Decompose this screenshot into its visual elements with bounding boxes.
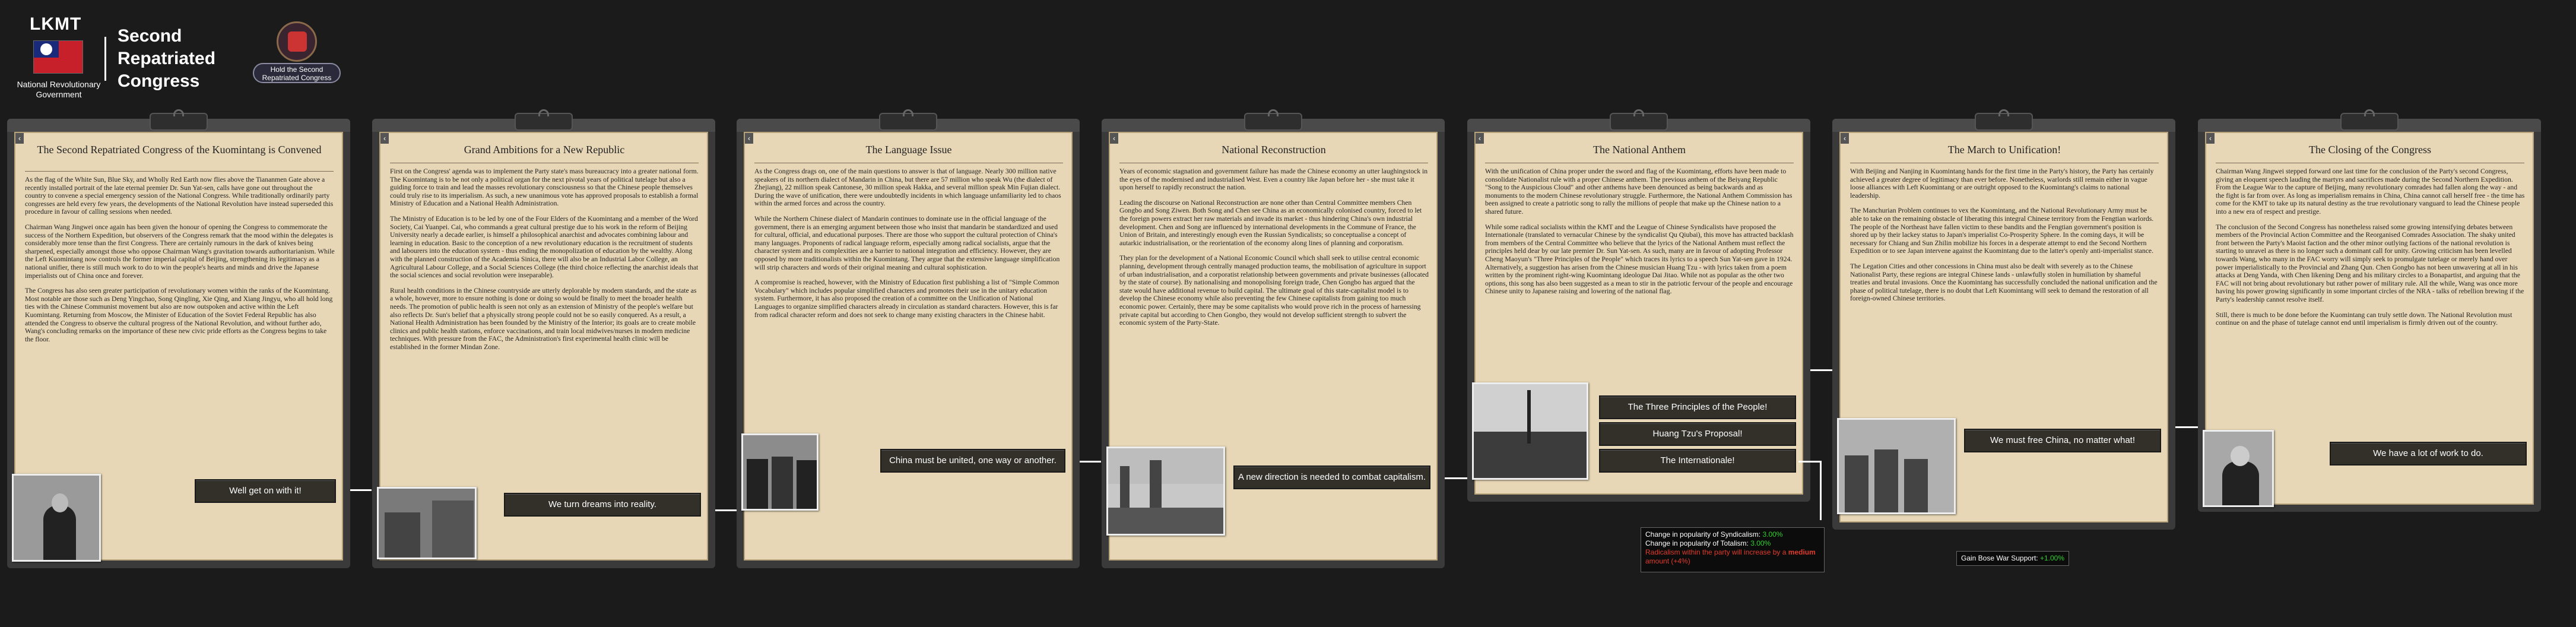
event-paragraph: As the flag of the White Sun, Blue Sky, and Wholly Red Earth now flies above the Tiananmen Gate above a recently installed portrait of the late eternal premier Dr. Sun Yat-sen, calls have gone out throughout the country to convene a special emergency session of the National Congress. While traditionally ordinarily party congresses are held every few years, the developments of the National Revolution have instead superseded this procedure in favour of calling sessions when needed.: [25, 176, 334, 216]
event-paper: [14, 132, 343, 560]
event-paragraph: They plan for the development of a National Economic Council which shall seek to utilise central economic planning, development through centrally managed production teams, the mobilisation of agriculture in support of urban industrialisation, and a corporatist relationship between governments and private businesses (allocated by the state of course). By nationalising and monopolising foreign trade, Chen Gongbo has argued that the state would have additional revenue to build capital. The ultimate goal of this state-capitalist model is to develop the Chinese economy while also preventing the few Chinese capitalists from gaining too much economic power. Certainly, there may be some capitalists who would prove rich in the process of harnessing private capital but according to Chen Gongbo, they would not develop sufficient strength to subvert the economic system of the Party-State.: [1119, 254, 1429, 327]
event-connector: [715, 509, 737, 511]
focus-badge-label: Hold the Second Repatriated Congress: [253, 63, 341, 83]
event-option-button[interactable]: A new direction is needed to combat capitalism.: [1233, 466, 1430, 489]
clipboard-clip: [150, 113, 208, 131]
event-body: [1485, 167, 1795, 303]
war-support-tooltip: Gain Bose War Support: +1.00%: [1956, 551, 2069, 566]
event-paper: [1839, 132, 2168, 522]
focus-badge[interactable]: [249, 21, 344, 91]
event-body: [25, 176, 335, 350]
header-divider: [104, 37, 106, 81]
event-option-button[interactable]: The Internationale!: [1599, 449, 1796, 473]
tooltip-line: Change in popularity of Syndicalism: 3.00%: [1645, 530, 1783, 539]
event-connector: [1445, 477, 1467, 479]
event-option-button[interactable]: We turn dreams into reality.: [504, 493, 701, 517]
event-title: The March to Unification!: [1947, 144, 2061, 156]
event-card-reconstruction: [1102, 119, 1445, 568]
event-body: [1119, 167, 1429, 334]
roc-flag-icon[interactable]: [33, 40, 83, 74]
event-paragraph: Years of economic stagnation and government failure has made the Chinese economy an utter laughingstock in the eyes of the modernised and industrialised West. Even a country like Japan before her - she must take it upon herself to rapidly reconstruct the nation.: [1119, 167, 1428, 192]
event-photo: [1837, 418, 1956, 514]
event-title: National Reconstruction: [1222, 144, 1326, 156]
tooltip-connector: [1798, 461, 1821, 463]
event-paragraph: With Beijing and Nanjing in Kuomintang hands for the first time in the Party's history, the Party has certainly achieved a greater degree of legitimacy than ever before. Nonetheless, warlords still remain either in vague loose alliances with Left Kuomintang or are outright opposed to the Kuomintang's claims to national leadership.: [1850, 167, 2154, 200]
event-body: [754, 167, 1064, 326]
event-paragraph: The conclusion of the Second Congress has nonetheless raised some growing intensifying debates between members of the Provincial Action Committee and the Reorganised Comrades Association. The shaky united front between the Party's Maoist faction and the other minor outlying factions of the national revolution is starting to unravel as there is no longer such a dominant call for unity. Growing criticism has been levelled towards Wang, who many in the FAC worry will simply seek to promulgate tutelage or merely hand over power imperialistically to the Provincial and Zhang Qun. Chen Gongbo has not been unwavering at all in his attacks at Deng Yanda, with Chen likening Deng and his military circles to a Bonapartist, and arguing that the FAC will not bring about revolutionary but rather power of military rule. All the while, Wang was once more having his power growing significantly in some important circles of the NRA - talks of rebellion brewing if the Party's leadership cannot resolve itself.: [2216, 223, 2524, 303]
event-paper: [744, 132, 1073, 560]
event-paragraph: The Ministry of Education is to be led by one of the Four Elders of the Kuomintang and a member of the Word Society, Cai Yuanpei. Cai, who commands a great cultural prestige due to his work in the reform of Beijing University nearly a decade earlier, is himself a philosophical anarchist and advocates combining labour and learning in education. Basic to the conception of a new revolutionary education is the recruitment of students and labourers into the education system - thus ending the monopolization of education by the wealthy. Along with the planned construction of the Academia Sinica, there will also be an Industrial Labor College, an Agricultural Labour College, and a Social Sciences College (the third choice reflecting the anarchist ideals that the social sciences and social revolution were inseparable).: [390, 214, 699, 280]
tooltip-line: Change in popularity of Totalism: 3.00%: [1645, 539, 1771, 547]
event-paragraph: The Legation Cities and other concessions in China must also be dealt with severely as to the Chinese Nationalist Party, these regions are integral Chinese lands - unlawfully stolen in humiliation by shameful treaties and brutal invasions. Once the Kuomintang has successfully concluded the national unification and the phase of political tutelage, there is no doubt that Left Kuomintang will seek to demand the restoration of all foreign-owned Chinese territories.: [1850, 262, 2158, 303]
clipboard-clip: [515, 113, 573, 131]
country-tag: LKMT: [30, 14, 82, 34]
event-option-button[interactable]: China must be united, one way or another.: [880, 449, 1065, 473]
event-paper: [379, 132, 708, 560]
clipboard-clip: [2340, 113, 2399, 131]
event-card-ambitions: [372, 119, 715, 568]
event-connector: [2175, 426, 2198, 428]
event-photo: [741, 433, 819, 511]
government-label: National Revolutionary Government: [17, 80, 101, 99]
event-card-unification: [1832, 119, 2175, 530]
back-arrow-icon[interactable]: ‹: [1476, 133, 1484, 144]
event-paper: [1109, 132, 1438, 560]
clipboard-clip: [1975, 113, 2033, 131]
event-photo: [377, 487, 477, 559]
back-arrow-icon[interactable]: ‹: [1841, 133, 1849, 144]
event-paragraph: The Manchurian Problem continues to vex the Kuomintang, and the National Revolutionary Army must be able to take on the remaining obstacle of liberating this integral Chinese territory from the Fengtian warlords. The people of the Northeast have fallen victim to these bandits and the Fengtian government's position is shored up by their lackey status to Japan's imperialist Co-Prosperity Sphere. In the coming days, it will be necessary for Chiang and Sun Zhilin mobilize his forces in a desperate attempt to end the Second Northern Expedition or to see Japan intervene against the Kuomintang due to the latter's openly anti-imperialist stance.: [1850, 207, 2154, 255]
event-paragraph: The Congress has also seen greater participation of revolutionary women within the ranks of the Kuomintang. Most notable are those such as Deng Yingchao, Song Qingling, Xie Qing, and Xiang Jingyu, who all hold long ties with the Chinese Communist movement but also are now outspoken and active within the Left Kuomintang. Returning from Moscow, the Minister of Education of the Soviet Federal Republic has also attended the Congress to observe the cultural progress of the National Revolution, and without further ado, Wang's concluding remarks on the importance of these new civic pride efforts as the Congress begins to take the floor.: [25, 287, 333, 343]
back-arrow-icon[interactable]: ‹: [15, 133, 24, 144]
event-connector: [350, 489, 372, 491]
clipboard-clip: [879, 113, 937, 131]
event-photo: [1472, 382, 1588, 480]
congress-emblem-icon: [277, 21, 317, 62]
tooltip-warning: Radicalism within the party will increase by a medium amount (+4%): [1645, 548, 1816, 565]
event-option-button[interactable]: We must free China, no matter what!: [1964, 429, 2161, 452]
effect-tooltip: [1641, 527, 1825, 572]
event-card-convened: [7, 119, 350, 568]
event-option-button[interactable]: Huang Tzu's Proposal!: [1599, 422, 1796, 446]
event-body: [2216, 167, 2526, 334]
event-paragraph: Chairman Wang Jingwei stepped forward one last time for the conclusion of the Party's second Congress, giving an eloquent speech lauding the martyrs and sacrifices made during the Second Northern Expedition. From the League War to the capture of Beijing, many revolutionary comrades had fallen along the way - and the fight is far from over. As long as imperialism remains in China, China cannot call herself free - the time has come for the KMT to take up its natural destiny as the true revolutionary vanguard to lead the Chinese people into a new era of respect and prestige.: [2216, 167, 2525, 216]
event-paragraph: With the unification of China proper under the sword and flag of the Kuomintang, efforts have been made to consolidate Nationalist rule with a proper Chinese anthem. The previous anthem of the Beiyang Republic "Song to the Auspicious Cloud" and other anthems have been denounced as being backwards and as monuments to the modern Chinese revolutionary struggle. Furthermore, the National Anthem Commission has been assigned to create a patriotic song to rally the millions of people that make up the Chinese nation to a shared future.: [1485, 167, 1793, 216]
country-name-text: Second Repatriated Congress: [118, 26, 216, 91]
country-name: [118, 25, 230, 93]
event-card-anthem: [1467, 119, 1810, 502]
event-option-button[interactable]: We have a lot of work to do.: [2330, 442, 2527, 466]
event-paragraph: Chairman Wang Jingwei once again has been given the honour of opening the Congress to commemorate the success of the Northern Expedition, but observers of the Congress remark that the mood within the delegates is considerably more tense than the first Congress. There are certainly rumours in the dark of knives being sharpened, especially amongst those who oppose Chairman Wang's gravitation towards authoritarianism. While the Left Kuomintang now controls the former imperial capital of Beijing, strengthening its legitimacy as a national unifier, there is still much work to do to win the people's hearts and minds and drive the Japanese imperialists out of China once and forever.: [25, 223, 335, 280]
event-paper: [1474, 132, 1803, 495]
event-photo: [2203, 430, 2274, 507]
title-rule: [25, 171, 334, 172]
event-paragraph: While the Northern Chinese dialect of Mandarin continues to dominate use in the official language of the government, there is an emerging argument between those who insist that mandarin be standardized and used for cultural, official, and educational purposes. There are those who support the cultural protection of China's many languages. Proponents of radical language reform, especially among radical socialists, argue that the character system and its complexities are a barrier to national integration and efficiency. However, they are opposed by more traditionalists within the Kuomintang. They argue that the extensive language simplification will strip characters and words of their original meaning and cultural sophistication.: [754, 214, 1060, 271]
event-card-closing: [2198, 119, 2541, 512]
event-title: Grand Ambitions for a New Republic: [464, 144, 625, 156]
event-title: The National Anthem: [1593, 144, 1686, 156]
event-paragraph: First on the Congress' agenda was to implement the Party state's mass bureaucracy into a greater national form. The Kuomintang is to be not only a political organ for the next pivotal years of political tutelage but also a guiding force to train and lead the masses revolutionary consciousness so that the Chinese people themselves could truly rise to its imperialism. As such, a new unanimous vote has approved proposals to establish a formal Ministry of Education and a National Health Administration.: [390, 167, 699, 208]
back-arrow-icon[interactable]: ‹: [380, 133, 389, 144]
event-paragraph: A compromise is reached, however, with the Ministry of Education first publishing a list of "Simple Common Vocabulary" which includes popular simplified characters and promotes their use in the unitary education system. Furthermore, it has also proposed the creation of a committee on the Unification of National Languages to organize simplified characters already in circulation as standard characters. However, this is far from radical character reform and does not seek to change many existing characters in the Chinese habit.: [754, 278, 1059, 319]
tooltip-connector: [1820, 461, 1822, 520]
event-paragraph: Rural health conditions in the Chinese countryside are utterly deplorable by modern standards, and the state as a whole, however, more to ensure nothing is done or doing so would be finally to meet the broader health needs. The promotion of public health is seen not only as an extension of Ministry of the people's welfare but also reflects Dr. Sun's belief that a physically strong people could not be so easily conquered. As a result, a National Health Administration has been founded by the Ministry of the Interior; its goals are to create mobile clinics and public health stations, enforce vaccinations, and train local midwives/nurses in modern medicine techniques. With pressure from the FAC, the Administration's first experimental health clinic will be established in the former Mindan Zone.: [390, 286, 697, 351]
back-arrow-icon[interactable]: ‹: [1110, 133, 1118, 144]
event-paragraph: Leading the discourse on National Reconstruction are none other than Central Committee members Chen Gongbo and Song Ziwen. Both Song and Chen see China as an economically colonised country, forced to let the foreign powers extract her raw materials and invade its market - thus hindering China's own industrial development. Chen and Song are influenced by international developments in the Commune of France, the Union of Britain, and interestingly enough even the Russian Syndicalists; so conceptualise a concept of autarkic industrialisation, or the reorientation of the economy along lines of planning and corporatism.: [1119, 198, 1422, 247]
event-paper: [2205, 132, 2534, 505]
back-arrow-icon[interactable]: ‹: [2206, 133, 2215, 144]
event-title: The Second Repatriated Congress of the Kuomintang is Convened: [37, 144, 322, 156]
clipboard-clip: [1610, 113, 1668, 131]
event-body: [1850, 167, 2160, 310]
event-photo: [12, 474, 101, 562]
event-option-button[interactable]: Well get on with it!: [195, 479, 336, 503]
event-paragraph: While some radical socialists within the KMT and the League of Chinese Syndicalists have proposed the Internationale (translated to vernacular Chinese by the syndicalist Qu Qiubai), this move has attracted backlash from members of the Central Committee who believe that the lyrics of the National Anthem must reflect the principles held dear by our late premier Dr. Sun Yat-sen. As such, many are in favour of adopting Professor Cheng Maoyun's "Three Principles of the People" which traces its lyrics to a speech Sun Yat-sen gave in 1924. Alternatively, a suggestion has arisen from the Chinese musician Huang Tzu - with lyrics taken from a poem written by the prominent right-wing Kuomintang ideologue Dai Jitao. While not as popular as the other two options, this song has also been suggested as a mean to stir in the patriotic fervour of the people and encourage Chinese unity to Japanese raising and lowering of the national flag.: [1485, 223, 1794, 296]
country-header: [0, 0, 712, 113]
event-title: The Language Issue: [865, 144, 952, 156]
event-connector: [1810, 369, 1833, 371]
event-photo: [1106, 446, 1225, 536]
event-paragraph: As the Congress drags on, one of the main questions to answer is that of language. Nearly 300 million native speakers of its northern dialect of Mandarin in China, but there are 57 million who speak Wu (the dialect of Zhejiang), 22 million speak Cantonese, 30 million speak Hakka, and several million speak Min Fujian dialect. During the wave of unification, there were undoubtedly incidents in which language unfamiliarity led to chaos within the armed forces and across the country.: [754, 167, 1061, 208]
event-title: The Closing of the Congress: [2309, 144, 2431, 156]
event-connector: [1080, 461, 1101, 463]
clipboard-clip: [1244, 113, 1302, 131]
event-body: [390, 167, 700, 358]
event-paragraph: Still, there is much to be done before the Kuomintang can truly settle down. The National Revolution must continue on and the phase of tutelage cannot end until imperialism is firmly driven out of the country.: [2216, 311, 2512, 327]
back-arrow-icon[interactable]: ‹: [745, 133, 753, 144]
event-option-button[interactable]: The Three Principles of the People!: [1599, 395, 1796, 419]
event-card-language: [737, 119, 1080, 568]
